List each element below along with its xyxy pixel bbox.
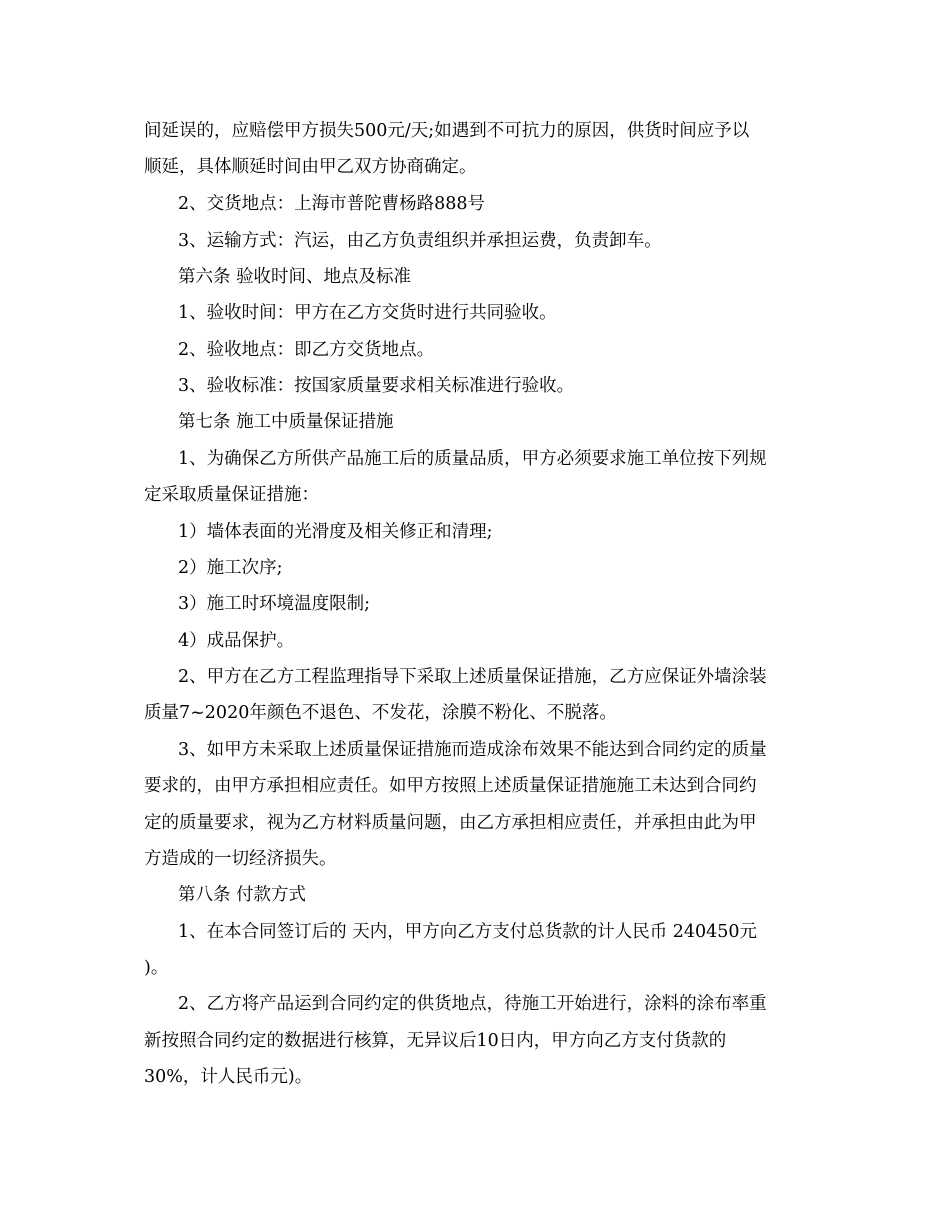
- paragraph-line: 定的质量要求，视为乙方材料质量问题，由乙方承担相应责任，并承担由此为甲: [144, 813, 757, 833]
- paragraph-line: 3、如甲方未采取上述质量保证措施而造成涂布效果不能达到合同约定的质量: [178, 740, 767, 760]
- paragraph-line: 1、验收时间：甲方在乙方交货时进行共同验收。: [178, 303, 557, 323]
- list-item: 2）施工次序;: [178, 558, 283, 578]
- paragraph-line: 定采取质量保证措施：: [144, 485, 319, 505]
- list-item: 4）成品保护。: [178, 631, 295, 651]
- paragraph-line: 间延误的，应赔偿甲方损失500元/天;如遇到不可抗力的原因，供货时间应予以: [144, 121, 750, 141]
- paragraph-line: 质量7~2020年颜色不退色、不发花，涂膜不粉化、不脱落。: [144, 703, 617, 723]
- paragraph-line: 新按照合同约定的数据进行核算，无异议后10日内，甲方向乙方支付货款的: [144, 1031, 727, 1051]
- paragraph-line: )。: [144, 958, 169, 978]
- paragraph-line: 30%，计人民币元)。: [144, 1067, 313, 1087]
- paragraph-line: 2、验收地点：即乙方交货地点。: [178, 340, 435, 360]
- paragraph-line: 3、验收标准：按国家质量要求相关标准进行验收。: [178, 376, 575, 396]
- section-heading: 第七条 施工中质量保证措施: [178, 412, 394, 432]
- paragraph-line: 1、在本合同签订后的 天内，甲方向乙方支付总货款的计人民币 240450元: [178, 922, 758, 942]
- list-item: 1）墙体表面的光滑度及相关修正和清理;: [178, 522, 493, 542]
- paragraph-line: 方造成的一切经济损失。: [144, 849, 337, 869]
- paragraph-line: 2、乙方将产品运到合同约定的供货地点，待施工开始进行，涂料的涂布率重: [178, 994, 767, 1014]
- section-heading: 第八条 付款方式: [178, 885, 307, 905]
- list-item: 3）施工时环境温度限制;: [178, 594, 371, 614]
- paragraph-line: 2、甲方在乙方工程监理指导下采取上述质量保证措施，乙方应保证外墙涂装: [178, 667, 767, 687]
- paragraph-line: 顺延，具体顺延时间由甲乙双方协商确定。: [144, 157, 477, 177]
- section-heading: 第六条 验收时间、地点及标准: [178, 267, 412, 287]
- paragraph-line: 3、运输方式：汽运，由乙方负责组织并承担运费，负责卸车。: [178, 231, 662, 251]
- paragraph-line: 要求的，由甲方承担相应责任。如甲方按照上述质量保证措施施工未达到合同约: [144, 776, 757, 796]
- paragraph-line: 1、为确保乙方所供产品施工后的质量品质，甲方必须要求施工单位按下列规: [178, 449, 767, 469]
- paragraph-line: 2、交货地点：上海市普陀曹杨路888号: [178, 194, 486, 214]
